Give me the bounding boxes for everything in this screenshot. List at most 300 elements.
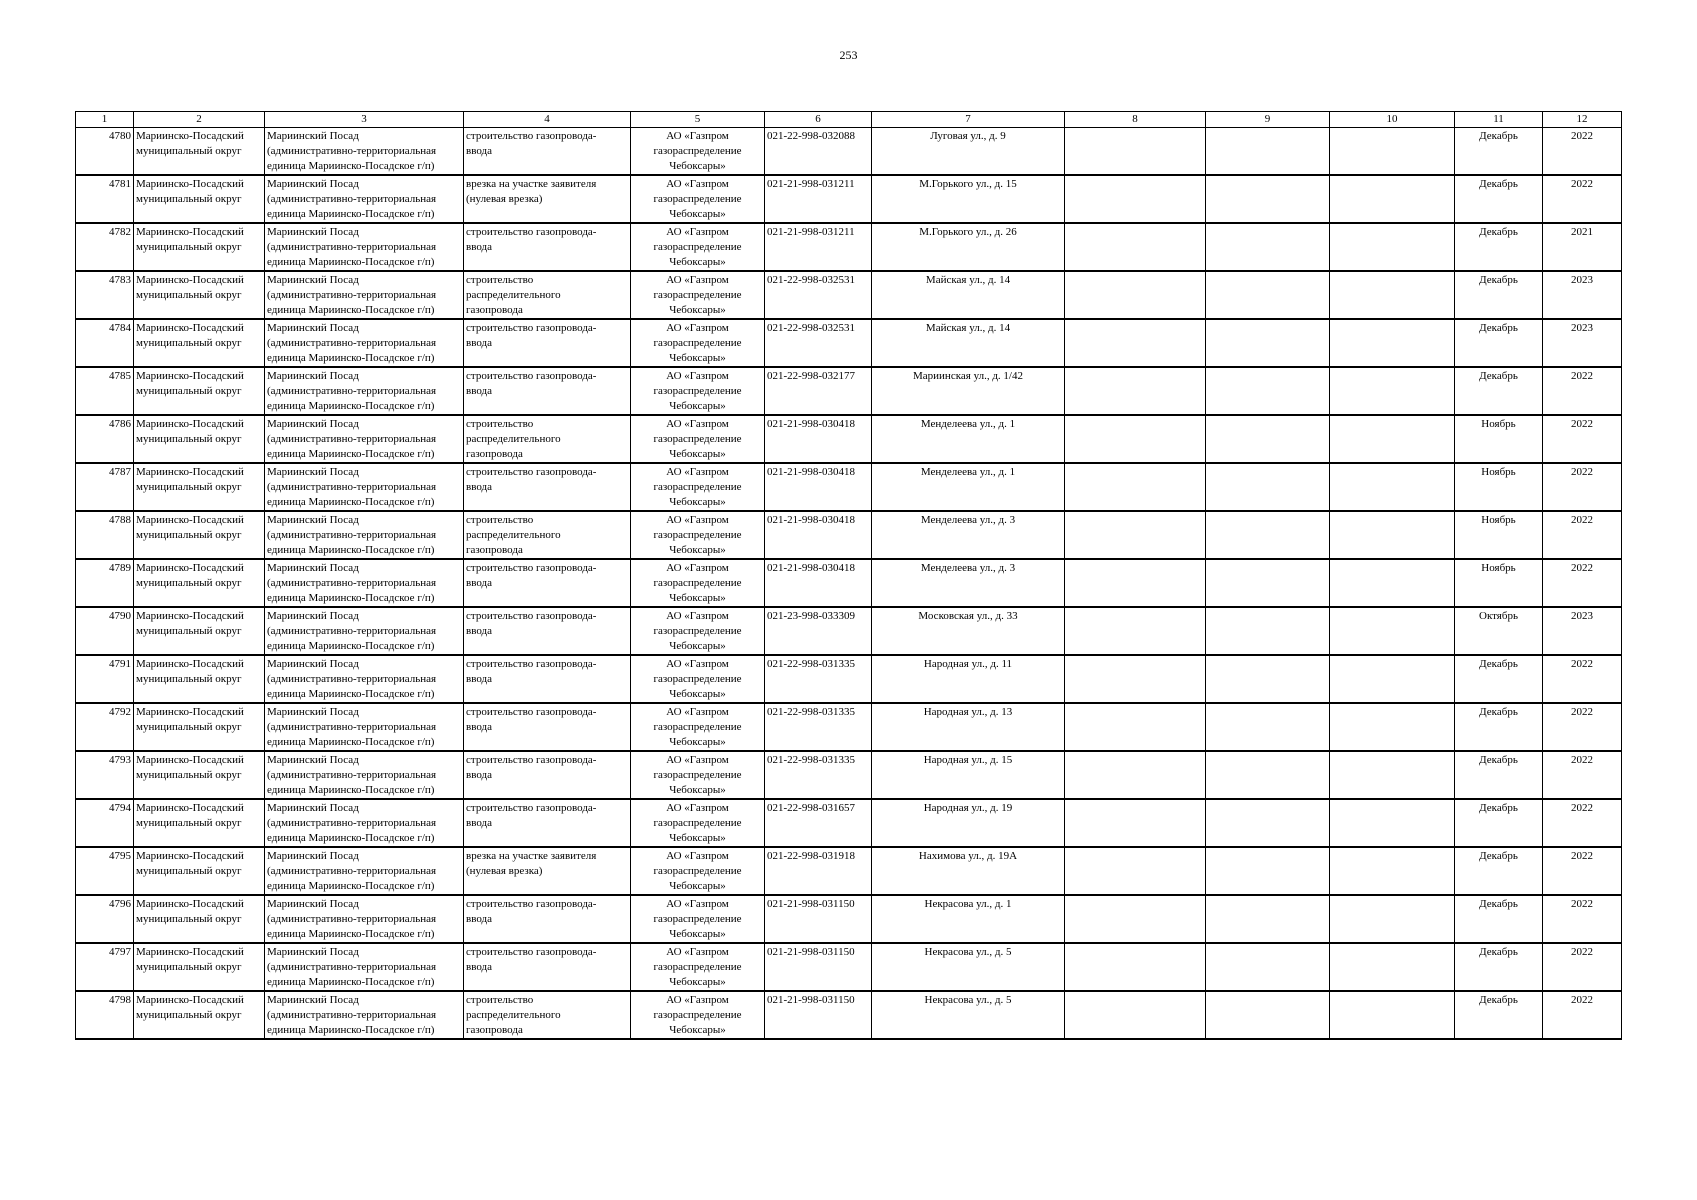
organization-cell [631,607,765,655]
application-code-cell: 021-23-998-033309 [765,607,872,655]
settlement-cell-line: (административно-территориальная [267,385,437,397]
settlement-cell-line: Мариинский Посад [267,850,359,862]
district-cell-line: муниципальный округ [136,529,242,541]
column-9-cell [1206,367,1330,415]
settlement-cell-line: единица Мариинско-Посадское г/п) [267,640,435,652]
column-9-cell [1206,655,1330,703]
column-10-cell [1330,703,1455,751]
district-cell-line: муниципальный округ [136,673,242,685]
month-cell: Декабрь [1455,655,1543,703]
work-type-cell [464,703,631,751]
column-10-cell [1330,128,1455,176]
district-cell-line: Мариинско-Посадский [136,466,244,478]
settlement-cell-line: (административно-территориальная [267,529,437,541]
address-cell: Некрасова ул., д. 5 [872,943,1065,991]
district-cell-line: муниципальный округ [136,241,242,253]
row-number: 4798 [76,991,134,1039]
district-cell-line: Мариинско-Посадский [136,802,244,814]
application-code-cell: 021-22-998-032531 [765,319,872,367]
organization-cell-line: газораспределение [653,625,742,637]
settlement-cell-line: (административно-территориальная [267,193,437,205]
work-type-cell-line: строительство газопровода- [466,322,597,334]
organization-cell-line: АО «Газпром [666,130,729,142]
settlement-cell-line: единица Мариинско-Посадское г/п) [267,1024,435,1036]
table-row [76,607,1622,655]
work-type-cell-line: газопровода [466,1024,523,1036]
column-9-cell [1206,223,1330,271]
district-cell-line: муниципальный округ [136,433,242,445]
column-8-cell [1065,319,1206,367]
column-9-cell [1206,511,1330,559]
column-9-cell [1206,271,1330,319]
organization-cell-line: Чебоксары» [669,784,726,796]
row-number: 4790 [76,607,134,655]
work-type-cell [464,751,631,799]
month-cell: Декабрь [1455,991,1543,1039]
work-type-cell-line: строительство [466,418,534,430]
row-number: 4784 [76,319,134,367]
table-row [76,511,1622,559]
address-cell: Московская ул., д. 33 [872,607,1065,655]
organization-cell-line: АО «Газпром [666,610,729,622]
table-row [76,271,1622,319]
work-type-cell [464,655,631,703]
address-cell: Народная ул., д. 11 [872,655,1065,703]
month-cell: Декабрь [1455,751,1543,799]
table-row [76,128,1622,176]
application-code-cell: 021-22-998-032088 [765,128,872,176]
settlement-cell-line: единица Мариинско-Посадское г/п) [267,832,435,844]
year-cell: 2023 [1543,271,1622,319]
table-row [76,463,1622,511]
column-header-9: 9 [1206,112,1330,128]
work-type-cell [464,511,631,559]
work-type-cell-line: строительство газопровода- [466,898,597,910]
work-type-cell-line: строительство газопровода- [466,610,597,622]
address-cell: Менделеева ул., д. 3 [872,511,1065,559]
district-cell-line: Мариинско-Посадский [136,706,244,718]
work-type-cell-line: распределительного [466,433,561,445]
column-10-cell [1330,655,1455,703]
month-cell: Декабрь [1455,703,1543,751]
organization-cell-line: газораспределение [653,865,742,877]
organization-cell-line: АО «Газпром [666,850,729,862]
work-type-cell-line: ввода [466,913,492,925]
row-number: 4793 [76,751,134,799]
work-type-cell-line: строительство газопровода- [466,658,597,670]
month-cell: Декабрь [1455,367,1543,415]
organization-cell [631,847,765,895]
column-10-cell [1330,751,1455,799]
organization-cell-line: газораспределение [653,913,742,925]
work-type-cell-line: газопровода [466,544,523,556]
organization-cell-line: газораспределение [653,145,742,157]
settlement-cell-line: Мариинский Посад [267,466,359,478]
district-cell-line: Мариинско-Посадский [136,898,244,910]
column-10-cell [1330,991,1455,1039]
year-cell: 2022 [1543,559,1622,607]
settlement-cell-line: (административно-территориальная [267,961,437,973]
application-code-cell: 021-21-998-031211 [765,175,872,223]
organization-cell-line: АО «Газпром [666,418,729,430]
row-number: 4780 [76,128,134,176]
district-cell-line: муниципальный округ [136,817,242,829]
work-type-cell [464,895,631,943]
work-type-cell [464,319,631,367]
row-number: 4795 [76,847,134,895]
district-cell-line: муниципальный округ [136,145,242,157]
column-10-cell [1330,895,1455,943]
year-cell: 2022 [1543,703,1622,751]
year-cell: 2022 [1543,128,1622,176]
settlement-cell-line: Мариинский Посад [267,178,359,190]
column-header-10: 10 [1330,112,1455,128]
settlement-cell-line: Мариинский Посад [267,898,359,910]
work-type-cell-line: строительство газопровода- [466,706,597,718]
work-type-cell-line: ввода [466,577,492,589]
district-cell-line: муниципальный округ [136,769,242,781]
row-number: 4797 [76,943,134,991]
work-type-cell-line: строительство газопровода- [466,226,597,238]
work-type-cell-line: строительство газопровода- [466,754,597,766]
work-type-cell-line: газопровода [466,448,523,460]
column-9-cell [1206,703,1330,751]
year-cell: 2022 [1543,367,1622,415]
district-cell [134,511,265,559]
settlement-cell [265,128,464,176]
address-cell: Майская ул., д. 14 [872,319,1065,367]
application-code-cell: 021-21-998-030418 [765,559,872,607]
settlement-cell-line: Мариинский Посад [267,562,359,574]
district-cell-line: Мариинско-Посадский [136,130,244,142]
settlement-cell [265,559,464,607]
work-type-cell [464,271,631,319]
settlement-cell-line: Мариинский Посад [267,658,359,670]
year-cell: 2022 [1543,751,1622,799]
table-row [76,799,1622,847]
row-number: 4785 [76,367,134,415]
table-row [76,895,1622,943]
address-cell: Некрасова ул., д. 1 [872,895,1065,943]
organization-cell-line: газораспределение [653,769,742,781]
table-row [76,223,1622,271]
column-8-cell [1065,943,1206,991]
work-type-cell [464,367,631,415]
year-cell: 2022 [1543,463,1622,511]
organization-cell-line: АО «Газпром [666,658,729,670]
district-cell-line: Мариинско-Посадский [136,610,244,622]
work-type-cell-line: ввода [466,337,492,349]
column-9-cell [1206,895,1330,943]
work-type-cell-line: строительство [466,994,534,1006]
organization-cell-line: газораспределение [653,481,742,493]
settlement-cell-line: единица Мариинско-Посадское г/п) [267,400,435,412]
district-cell-line: Мариинско-Посадский [136,514,244,526]
settlement-cell-line: (административно-территориальная [267,769,437,781]
address-cell: М.Горького ул., д. 15 [872,175,1065,223]
organization-cell-line: газораспределение [653,721,742,733]
district-cell [134,319,265,367]
settlement-cell [265,895,464,943]
settlement-cell-line: (административно-территориальная [267,337,437,349]
settlement-cell-line: (административно-территориальная [267,865,437,877]
organization-cell-line: Чебоксары» [669,640,726,652]
row-number: 4796 [76,895,134,943]
work-type-cell [464,799,631,847]
organization-cell-line: АО «Газпром [666,994,729,1006]
organization-cell-line: Чебоксары» [669,736,726,748]
column-8-cell [1065,607,1206,655]
table-row [76,319,1622,367]
organization-cell-line: АО «Газпром [666,946,729,958]
month-cell: Декабрь [1455,319,1543,367]
organization-cell-line: Чебоксары» [669,880,726,892]
column-10-cell [1330,847,1455,895]
settlement-cell [265,463,464,511]
application-code-cell: 021-21-998-030418 [765,511,872,559]
district-cell [134,895,265,943]
district-cell-line: Мариинско-Посадский [136,370,244,382]
work-type-cell-line: распределительного [466,1009,561,1021]
month-cell: Декабрь [1455,223,1543,271]
work-type-cell-line: ввода [466,241,492,253]
settlement-cell-line: Мариинский Посад [267,946,359,958]
district-cell-line: Мариинско-Посадский [136,850,244,862]
organization-cell [631,271,765,319]
work-type-cell-line: строительство газопровода- [466,946,597,958]
row-number: 4783 [76,271,134,319]
organization-cell-line: Чебоксары» [669,1024,726,1036]
district-cell [134,559,265,607]
work-type-cell [464,223,631,271]
column-8-cell [1065,223,1206,271]
column-8-cell [1065,799,1206,847]
organization-cell-line: АО «Газпром [666,274,729,286]
organization-cell-line: газораспределение [653,241,742,253]
address-cell: Мариинская ул., д. 1/42 [872,367,1065,415]
settlement-cell-line: единица Мариинско-Посадское г/п) [267,976,435,988]
month-cell: Декабрь [1455,895,1543,943]
work-type-cell-line: строительство [466,514,534,526]
settlement-cell [265,799,464,847]
settlement-cell-line: (административно-территориальная [267,913,437,925]
work-type-cell-line: строительство газопровода- [466,562,597,574]
settlement-cell [265,175,464,223]
column-9-cell [1206,607,1330,655]
column-9-cell [1206,175,1330,223]
address-cell: Некрасова ул., д. 5 [872,991,1065,1039]
work-type-cell [464,128,631,176]
organization-cell-line: Чебоксары» [669,496,726,508]
work-type-cell-line: ввода [466,673,492,685]
work-type-cell-line: распределительного [466,289,561,301]
settlement-cell-line: Мариинский Посад [267,370,359,382]
column-8-cell [1065,367,1206,415]
work-type-cell [464,847,631,895]
organization-cell-line: Чебоксары» [669,688,726,700]
month-cell: Декабрь [1455,128,1543,176]
column-8-cell [1065,751,1206,799]
address-cell: Народная ул., д. 19 [872,799,1065,847]
organization-cell-line: газораспределение [653,1009,742,1021]
district-cell-line: Мариинско-Посадский [136,274,244,286]
row-number: 4794 [76,799,134,847]
work-type-cell-line: ввода [466,817,492,829]
organization-cell-line: газораспределение [653,673,742,685]
organization-cell-line: газораспределение [653,193,742,205]
column-10-cell [1330,415,1455,463]
column-8-cell [1065,271,1206,319]
organization-cell-line: АО «Газпром [666,466,729,478]
settlement-cell [265,607,464,655]
settlement-cell-line: единица Мариинско-Посадское г/п) [267,784,435,796]
table-row [76,943,1622,991]
column-8-cell [1065,655,1206,703]
settlement-cell [265,271,464,319]
organization-cell-line: АО «Газпром [666,226,729,238]
district-cell-line: муниципальный округ [136,721,242,733]
year-cell: 2022 [1543,991,1622,1039]
district-cell-line: муниципальный округ [136,193,242,205]
application-code-cell: 021-21-998-031150 [765,895,872,943]
application-code-cell: 021-21-998-030418 [765,463,872,511]
settlement-cell-line: Мариинский Посад [267,754,359,766]
settlement-cell-line: единица Мариинско-Посадское г/п) [267,304,435,316]
column-9-cell [1206,991,1330,1039]
organization-cell-line: газораспределение [653,289,742,301]
column-8-cell [1065,847,1206,895]
organization-cell [631,128,765,176]
row-number: 4791 [76,655,134,703]
settlement-cell-line: (административно-территориальная [267,625,437,637]
organization-cell-line: Чебоксары» [669,256,726,268]
organization-cell [631,319,765,367]
settlement-cell [265,991,464,1039]
settlement-cell [265,223,464,271]
column-header-12: 12 [1543,112,1622,128]
work-type-cell-line: строительство газопровода- [466,130,597,142]
row-number: 4788 [76,511,134,559]
settlement-cell [265,943,464,991]
address-cell: Менделеева ул., д. 1 [872,463,1065,511]
settlement-cell-line: Мариинский Посад [267,418,359,430]
column-10-cell [1330,607,1455,655]
district-cell [134,415,265,463]
column-10-cell [1330,799,1455,847]
row-number: 4787 [76,463,134,511]
column-10-cell [1330,463,1455,511]
settlement-cell-line: (административно-территориальная [267,1009,437,1021]
address-cell: Народная ул., д. 13 [872,703,1065,751]
organization-cell-line: Чебоксары» [669,304,726,316]
settlement-cell [265,511,464,559]
column-8-cell [1065,511,1206,559]
column-header-5: 5 [631,112,765,128]
settlement-cell-line: единица Мариинско-Посадское г/п) [267,592,435,604]
column-8-cell [1065,559,1206,607]
organization-cell [631,223,765,271]
column-header-11: 11 [1455,112,1543,128]
year-cell: 2023 [1543,319,1622,367]
column-9-cell [1206,943,1330,991]
settlement-cell-line: единица Мариинско-Посадское г/п) [267,160,435,172]
column-header-8: 8 [1065,112,1206,128]
district-cell [134,847,265,895]
application-code-cell: 021-21-998-031211 [765,223,872,271]
work-type-cell [464,559,631,607]
column-8-cell [1065,128,1206,176]
address-cell: Нахимова ул., д. 19А [872,847,1065,895]
work-type-cell-line: (нулевая врезка) [466,193,543,205]
organization-cell-line: газораспределение [653,817,742,829]
organization-cell [631,175,765,223]
application-code-cell: 021-21-998-031150 [765,943,872,991]
district-cell-line: Мариинско-Посадский [136,178,244,190]
organization-cell [631,703,765,751]
district-cell [134,175,265,223]
organization-cell-line: газораспределение [653,961,742,973]
organization-cell-line: Чебоксары» [669,928,726,940]
work-type-cell-line: врезка на участке заявителя [466,178,597,190]
district-cell [134,751,265,799]
work-type-cell-line: ввода [466,961,492,973]
column-10-cell [1330,367,1455,415]
settlement-cell [265,319,464,367]
district-cell-line: Мариинско-Посадский [136,658,244,670]
organization-cell [631,751,765,799]
organization-cell [631,655,765,703]
district-cell-line: муниципальный округ [136,1009,242,1021]
month-cell: Декабрь [1455,847,1543,895]
column-9-cell [1206,559,1330,607]
district-cell-line: муниципальный округ [136,481,242,493]
application-code-cell: 021-21-998-030418 [765,415,872,463]
settlement-cell-line: (административно-территориальная [267,673,437,685]
year-cell: 2023 [1543,607,1622,655]
organization-cell-line: АО «Газпром [666,370,729,382]
application-code-cell: 021-21-998-031150 [765,991,872,1039]
settlement-cell [265,655,464,703]
organization-cell-line: АО «Газпром [666,562,729,574]
settlement-cell-line: единица Мариинско-Посадское г/п) [267,880,435,892]
table-row [76,559,1622,607]
work-type-cell-line: врезка на участке заявителя [466,850,597,862]
year-cell: 2022 [1543,175,1622,223]
application-code-cell: 021-22-998-031335 [765,655,872,703]
column-10-cell [1330,943,1455,991]
table-row [76,655,1622,703]
settlement-cell-line: (административно-территориальная [267,721,437,733]
work-type-cell-line: ввода [466,481,492,493]
column-9-cell [1206,847,1330,895]
settlement-cell-line: Мариинский Посад [267,130,359,142]
column-header-3: 3 [265,112,464,128]
district-cell-line: муниципальный округ [136,337,242,349]
settlement-cell-line: Мариинский Посад [267,226,359,238]
work-type-cell-line: ввода [466,625,492,637]
table-body [76,128,1622,1040]
column-header-7: 7 [872,112,1065,128]
column-8-cell [1065,463,1206,511]
organization-cell-line: АО «Газпром [666,898,729,910]
settlement-cell-line: единица Мариинско-Посадское г/п) [267,688,435,700]
application-code-cell: 021-22-998-032177 [765,367,872,415]
organization-cell [631,415,765,463]
column-10-cell [1330,271,1455,319]
organization-cell-line: Чебоксары» [669,976,726,988]
year-cell: 2022 [1543,511,1622,559]
settlement-cell-line: (административно-территориальная [267,241,437,253]
